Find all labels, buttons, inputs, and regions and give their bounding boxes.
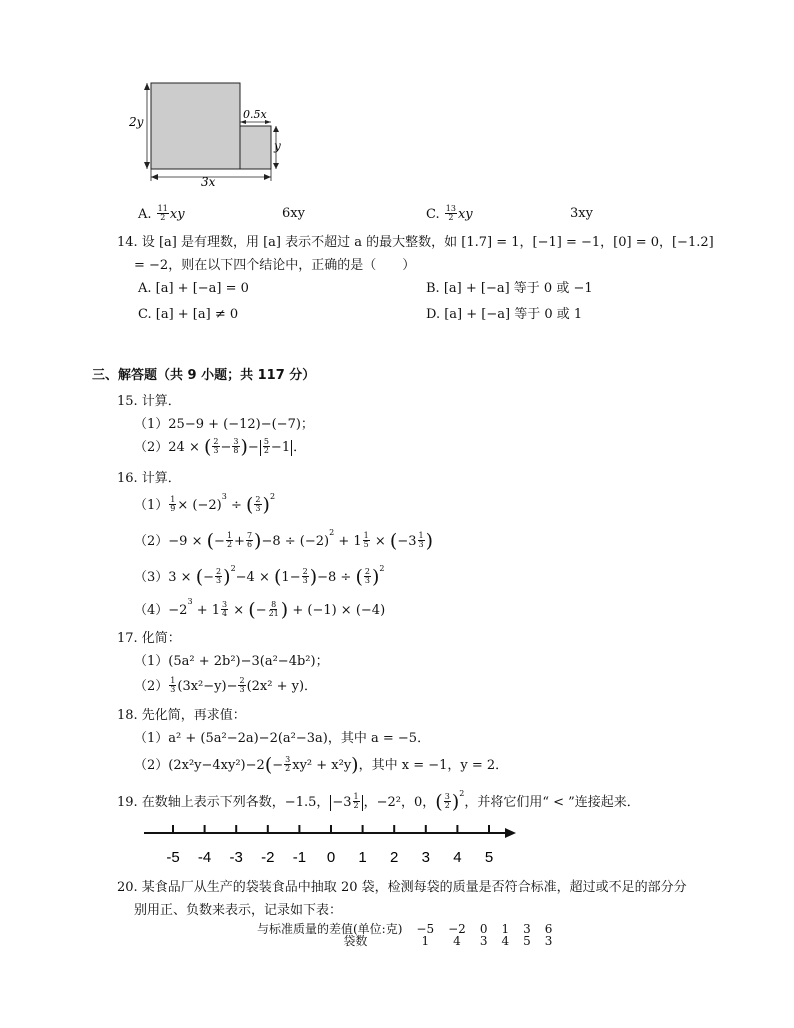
table-row (250, 923, 559, 935)
number-line[interactable] (140, 820, 520, 870)
table-cell: 3 (544, 934, 553, 948)
table-header: 袋数 (343, 934, 368, 948)
q13-option-a[interactable]: A. $\frac{11}{2}$ xy (138, 204, 185, 222)
q16-part4: $(4)-2^3 + 1$ $\frac{3}{4}$ × (− $\frac{8}{21}$ ) + (−1) × (−4) (134, 597, 386, 621)
q14-option-a[interactable]: A. [a] + [−a] = 0 (138, 281, 249, 296)
axis-tick-label: 4 (453, 849, 462, 866)
table-cell: 1 (421, 934, 430, 948)
axis-tick-label: -5 (166, 849, 180, 866)
q17-part2: （2） $\frac{1}{3}$ (3x²−y)− $\frac{2}{3}$ (2x² + y)． (134, 676, 318, 694)
q14-option-c[interactable]: C. [a] + [a] ≠ 0 (138, 307, 239, 322)
q16-title: 16. 计算． (117, 471, 181, 486)
table-cell: −2 (448, 922, 466, 936)
q20-table (250, 923, 559, 947)
table-cell: −5 (416, 922, 435, 936)
table-cell: 3 (523, 922, 531, 936)
area-figure (128, 76, 298, 190)
q18-part2: （2）(2x²y−4xy²)−2(− $\frac{3}{2}$ xy² + x²y)，其中 x = −1，y = 2． (134, 754, 509, 776)
section-3-heading: 三、解答题（共 9 小题；共 117 分） (92, 368, 316, 383)
axis-tick-label: 3 (421, 849, 430, 866)
label-y: y (274, 139, 281, 153)
axis-tick-label: 2 (390, 849, 399, 866)
small-rectangle (240, 126, 271, 169)
q20-line2: 别用正、负数来表示，记录如下表： (134, 903, 343, 918)
q13-option-d[interactable]: 3xy (570, 206, 593, 221)
q16-part3: （3）3 × (− $\frac{2}{3}$ )$^2$−4 × (1− $\frac{2}{3}$ )−8 ÷ ( $\frac{2}{3}$ )$^2$ (134, 564, 385, 588)
table-cell: 1 (501, 922, 510, 936)
q14-option-d[interactable]: D. [a] + [−a] 等于 0 或 1 (426, 307, 583, 322)
label-2y: 2y (129, 115, 144, 129)
table-cell: 3 (479, 934, 488, 948)
q16-part1: （1） $\frac{1}{9}$ × $(-2)^3$ ÷ ( $\frac{2}{3}$ )$^2$ (134, 492, 276, 516)
q20-line1: 20. 某食品厂从生产的袋装食品中抽取 20 袋，检测每袋的质量是否符合标准，超过或不足的部分分 (117, 880, 687, 895)
q19-text: 19. 在数轴上表示下列各数，−1.5， −3 $\frac{1}{2}$ ，−2²，0，( $\frac{3}{2}$ )$^2$，并将它们用“ < ”连接起来． (117, 789, 640, 813)
axis-tick-label: -2 (261, 849, 275, 866)
q13-option-b[interactable]: 6xy (282, 206, 305, 221)
axis-tick-label: -1 (292, 849, 307, 866)
q18-part1: （1）a² + (5a²−2a)−2(a²−3a)，其中 a = −5． (134, 731, 431, 746)
axis-tick-label: 0 (326, 849, 336, 866)
axis-tick-label: -3 (229, 849, 243, 866)
axis-tick-label: -4 (197, 849, 212, 866)
q15-part2: （2）24 × ( $\frac{2}{3}$ − $\frac{3}{8}$ )− $\frac{5}{2}$ −1 ． (134, 436, 307, 458)
q15-part1: （1）25−9 + (−12)−(−7)； (134, 417, 314, 432)
table-header: 与标准质量的差值(单位:克) (257, 922, 403, 936)
axis-tick-label: 1 (358, 849, 367, 866)
axis-tick-label: 5 (484, 849, 494, 866)
q17-title: 17. 化简： (117, 631, 181, 646)
q18-title: 18. 先化简，再求值： (117, 708, 246, 723)
label-3x: 3x (201, 175, 216, 189)
label-0.5x: 0.5x (243, 108, 267, 121)
q15-title: 15. 计算． (117, 394, 181, 409)
table-cell: 0 (479, 922, 488, 936)
table-row (250, 935, 559, 947)
q13-option-c[interactable]: C. $\frac{13}{2}$ xy (426, 204, 473, 222)
q14-option-b[interactable]: B. [a] + [−a] 等于 0 或 −1 (426, 281, 593, 296)
table-cell: 6 (544, 922, 553, 936)
table-cell: 4 (453, 934, 461, 948)
q14-line2: = −2，则在以下四个结论中，正确的是（ ） (134, 258, 416, 273)
table-cell: 5 (523, 934, 531, 948)
table-cell: 4 (501, 934, 510, 948)
q16-part2: （2）−9 × (− $\frac{1}{2}$ + $\frac{7}{6}$ )$-8 \div (-2)^2 + 1$ $\frac{1}{5}$ × (−3 $\frac{1}{3}$ ) (134, 528, 434, 552)
q17-part1: （1）(5a² + 2b²)−3(a²−4b²)； (134, 654, 329, 669)
q14-line1: 14. 设 [a] 是有理数，用 [a] 表示不超过 a 的最大整数，如 [1.7] = 1，[−1] = −1，[0] = 0，[−1.2] (117, 235, 714, 250)
big-rectangle (151, 83, 240, 169)
